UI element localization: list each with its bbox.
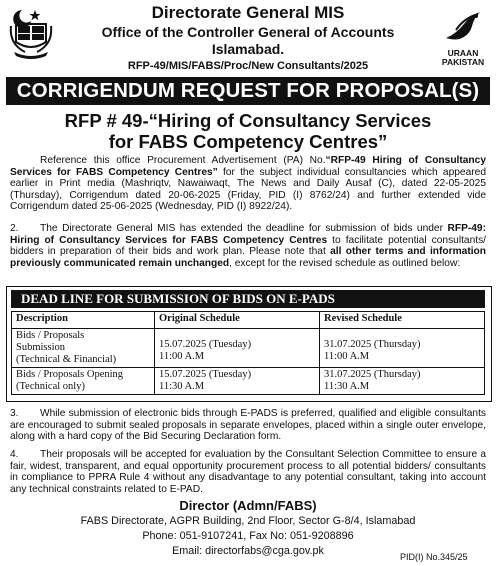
para4-text: Their proposals will be accepted for evaluation by the Consultant Selection Committee to ensure a fair, widest, transparent, and equal opportunity procurement process to all potential bidders/ consultants in compliance to PPRA Rule 4 without any disadvantage to any potential consultant, taking into account any technical constraints related to E-PAD. xyxy=(10,449,486,495)
row1-desc-line1: Bids / Proposals xyxy=(16,330,85,341)
para3-number: 3. xyxy=(10,408,19,419)
para2-terms-note: all other terms and information previously communicated remain unchanged xyxy=(10,246,486,269)
directorate-title: Directorate General MIS xyxy=(151,3,345,22)
para2-text-c: to facilitate potential consultants/ bidders in preparation of their bids and work plan. Please note that xyxy=(10,234,487,258)
footer-address: FABS Directorate, AGPR Building, 2nd Floor, Sector G-8/4, Islamabad xyxy=(80,515,416,527)
paragraph-2 xyxy=(10,223,486,269)
row2-original xyxy=(155,368,320,395)
row1-original-date: 15.07.2025 (Tuesday) xyxy=(159,339,252,350)
logo-text-bottom: PAKISTAN xyxy=(441,57,485,67)
pid-number: PID(I) No.345/25 xyxy=(400,552,468,562)
deadline-title: DEAD LINE FOR SUBMISSION OF BIDS ON E-PADS xyxy=(11,290,485,308)
para2-text-e: , except for the revised schedule as outlined below: xyxy=(229,257,461,269)
rfp-title-line2: for FABS Competency Centres” xyxy=(108,131,388,152)
row2-original-time: 11:30 A.M xyxy=(159,381,205,392)
uraan-pakistan-logo xyxy=(436,8,490,70)
row1-revised xyxy=(320,329,485,368)
table-row xyxy=(12,329,485,368)
row2-revised-time: 11:30 A.M xyxy=(324,381,370,392)
row2-revised-date: 31.07.2025 (Thursday) xyxy=(324,369,421,380)
para2-rfp-name: RFP-49: Hiring of Consultancy Services for FABS Competency Centres xyxy=(10,223,486,246)
para2-number: 2. xyxy=(10,223,19,234)
reference-number: RFP-49/MIS/FABS/Proc/New Consultants/2025 xyxy=(127,60,369,72)
rfp-title-line1: RFP # 49-“Hiring of Consultancy Services xyxy=(64,110,432,131)
office-city: Islamabad. xyxy=(211,41,285,57)
row2-desc-line2: (Technical only) xyxy=(16,381,85,392)
footer-title: Director (Admn/FABS) xyxy=(179,498,317,513)
row1-revised-date: 31.07.2025 (Thursday) xyxy=(324,339,421,350)
logo-text-top: URAAN xyxy=(447,48,479,58)
table-row xyxy=(12,368,485,395)
para1-text-a: Reference this office Procurement Advertisement (PA) No. xyxy=(40,155,326,166)
office-title: Office of the Controller General of Accounts xyxy=(101,24,395,40)
paragraph-4 xyxy=(10,449,486,495)
bird-icon xyxy=(436,8,490,44)
table-header-row xyxy=(12,312,485,329)
row1-desc-line3: (Technical & Financial) xyxy=(16,354,117,365)
para1-text-c: for the subject individual consultancies which appeared earlier in Print media (Mashriqtv, Nawaiwaqt, The News and Daily Ausaf (C), dated 22-05-2025 (Thursday), Corrigendum dated 20-06-2025 (Friday, PID (I) 8762/24) and further extended vide Corrigendum dated 25-06-2025 (Wednesday, PID (I) 8922/24). xyxy=(10,166,486,213)
deadline-box xyxy=(6,286,492,402)
footer-email: Email: directorfabs@cga.gov.pk xyxy=(172,545,324,557)
row2-original-date: 15.07.2025 (Tuesday) xyxy=(159,369,252,380)
schedule-table xyxy=(11,311,485,395)
para2-text-a: The Directorate General MIS has extended the deadline for submission of bids under xyxy=(40,223,448,234)
header-revised: Revised Schedule xyxy=(320,312,485,329)
government-emblem-icon xyxy=(8,6,54,60)
row1-revised-time: 11:00 A.M xyxy=(324,351,370,362)
row1-original-time: 11:00 A.M xyxy=(159,351,205,362)
corrigendum-banner: CORRIGENDUM REQUEST FOR PROPOSAL(S) xyxy=(6,77,490,105)
footer-phone: Phone: 051-9107241, Fax No: 051-9208896 xyxy=(142,530,354,542)
header-description: Description xyxy=(12,312,155,329)
row1-description xyxy=(12,329,155,368)
para1-rfp-name: “RFP-49 Hiring of Consultancy Services for FABS Competency Centres” xyxy=(10,155,486,178)
paragraph-1 xyxy=(10,155,486,213)
paragraph-3 xyxy=(10,408,486,443)
row2-desc-line1: Bids / Proposals Opening xyxy=(16,369,124,380)
row2-revised xyxy=(320,368,485,395)
row1-desc-line2: Submission xyxy=(16,342,66,353)
header-original: Original Schedule xyxy=(155,312,320,329)
para4-number: 4. xyxy=(10,449,19,460)
row2-description xyxy=(12,368,155,395)
para3-text: While submission of electronic bids through E-PADS is preferred, qualified and eligible consultants are encouraged to submit sealed proposals in separate envelopes, placed within a single outer envelope, along with a hard copy of the Bid Securing Declaration form. xyxy=(10,408,486,443)
row1-original xyxy=(155,329,320,368)
